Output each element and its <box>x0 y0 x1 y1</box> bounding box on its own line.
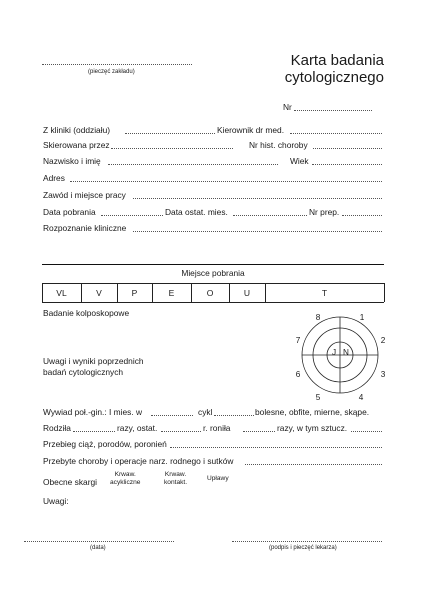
name-label: Nazwisko i imię <box>43 156 101 166</box>
clock-number-6: 6 <box>295 370 301 379</box>
title-line-2: cytologicznego <box>284 69 384 86</box>
contact-bleeding-option[interactable] <box>164 471 187 487</box>
date-line[interactable] <box>24 541 174 542</box>
signature-line[interactable] <box>232 541 382 542</box>
notes-label: Uwagi: <box>43 496 69 506</box>
inner-label-j: J <box>331 348 337 357</box>
clock-number-5: 5 <box>315 393 321 402</box>
history-number-label: Nr hist. choroby <box>249 140 308 150</box>
referred-by-field[interactable] <box>111 148 233 149</box>
clock-number-7: 7 <box>295 336 301 345</box>
job-field[interactable] <box>133 198 382 199</box>
head-doctor-field[interactable] <box>290 133 382 134</box>
clock-number-2: 2 <box>380 336 386 345</box>
age-field[interactable] <box>312 164 382 165</box>
address-label: Adres <box>43 173 65 183</box>
referred-by-label: Skierowana przez <box>43 140 110 150</box>
births-label: Rodziła <box>43 423 71 433</box>
nr-field[interactable] <box>294 110 372 111</box>
history-number-field[interactable] <box>313 148 382 149</box>
table-top-border <box>42 264 384 265</box>
head-doctor-label: Kierownik dr med. <box>217 125 285 135</box>
discharge-option[interactable]: Upławy <box>207 475 229 482</box>
clock-number-4: 4 <box>358 393 364 402</box>
complaints-label: Obecne skargi <box>43 477 97 487</box>
contact-line-1: Krwaw. <box>164 471 187 478</box>
prior-results-line-2: badań cytologicznych <box>43 367 124 377</box>
miscarried-label: r. roniła <box>203 423 231 433</box>
miscarried-field[interactable] <box>243 431 275 432</box>
job-label: Zawód i miejsce pracy <box>43 190 126 200</box>
prep-number-label: Nr prep. <box>309 207 340 217</box>
prep-number-field[interactable] <box>342 215 382 216</box>
past-diseases-field[interactable] <box>245 464 382 465</box>
clinic-field[interactable] <box>125 133 215 134</box>
pregnancy-course-label: Przebieg ciąż, porodów, poronień <box>43 439 167 449</box>
date-caption: (data) <box>90 545 106 551</box>
diagnosis-label: Rozpoznanie kliniczne <box>43 223 127 233</box>
times-artificial-label: razy, w tym sztucz. <box>277 423 348 433</box>
prior-results-line-1: Uwagi i wyniki poprzednich <box>43 356 144 366</box>
stamp-caption: (pieczęć zakładu) <box>88 69 135 75</box>
stamp-line[interactable] <box>42 64 192 65</box>
table-right-border <box>384 283 385 302</box>
acyclic-line-1: Krwaw. <box>114 471 136 478</box>
age-label: Wiek <box>290 156 309 166</box>
artificial-field[interactable] <box>351 431 382 432</box>
acyclic-bleeding-option[interactable] <box>110 471 140 487</box>
last-period-label: Data ostat. mies. <box>165 207 228 217</box>
births-field[interactable] <box>73 431 115 432</box>
title-line-1: Karta badania <box>290 52 384 69</box>
site-cell-vl[interactable]: VL <box>56 288 67 298</box>
contact-line-2: kontakt. <box>164 479 188 486</box>
cycle-label: cykl <box>198 407 213 417</box>
acyclic-line-2: acykliczne <box>110 479 141 486</box>
first-period-field[interactable] <box>151 415 193 416</box>
table-bottom-border <box>42 302 384 303</box>
site-cell-o[interactable]: O <box>206 288 214 298</box>
wywiad-label: Wywiad poł.-gin.: I mies. w <box>43 407 143 417</box>
past-diseases-label: Przebyte choroby i operacje narz. rodnego i sutków <box>43 456 234 466</box>
sample-date-field[interactable] <box>101 215 163 216</box>
nr-label: Nr <box>283 102 292 112</box>
inner-circle <box>327 342 353 368</box>
times-last-label: razy, ostat. <box>117 423 158 433</box>
form-title <box>285 52 384 86</box>
site-cell-v[interactable]: V <box>96 288 102 298</box>
signature-caption: (podpis i pieczęć lekarza) <box>269 545 337 551</box>
cycle-field[interactable] <box>214 415 254 416</box>
sampling-site-title: Miejsce pobrania <box>181 268 245 278</box>
clinic-label: Z kliniki (oddziału) <box>43 125 111 135</box>
outer-circle <box>302 317 378 393</box>
clock-number-8: 8 <box>315 313 321 322</box>
site-cell-p[interactable]: P <box>131 288 138 298</box>
last-birth-field[interactable] <box>161 431 201 432</box>
diagnosis-field[interactable] <box>133 231 382 232</box>
cycle-options[interactable]: bolesne, obfite, mierne, skąpe. <box>255 407 370 417</box>
middle-circle <box>313 328 367 382</box>
prior-results-label <box>43 356 144 378</box>
inner-label-n: N <box>343 348 349 357</box>
pregnancy-course-field[interactable] <box>170 447 382 448</box>
clock-number-3: 3 <box>380 370 386 379</box>
colposcopy-label: Badanie kolposkopowe <box>43 308 130 318</box>
clock-number-1: 1 <box>359 313 365 322</box>
site-cell-u[interactable]: U <box>243 288 251 298</box>
sample-date-label: Data pobrania <box>43 207 96 217</box>
site-cell-t[interactable]: T <box>321 288 328 298</box>
address-field[interactable] <box>70 181 382 182</box>
site-cell-e[interactable]: E <box>168 288 175 298</box>
table-mid-border <box>42 283 384 284</box>
name-field[interactable] <box>108 164 278 165</box>
last-period-field[interactable] <box>233 215 307 216</box>
